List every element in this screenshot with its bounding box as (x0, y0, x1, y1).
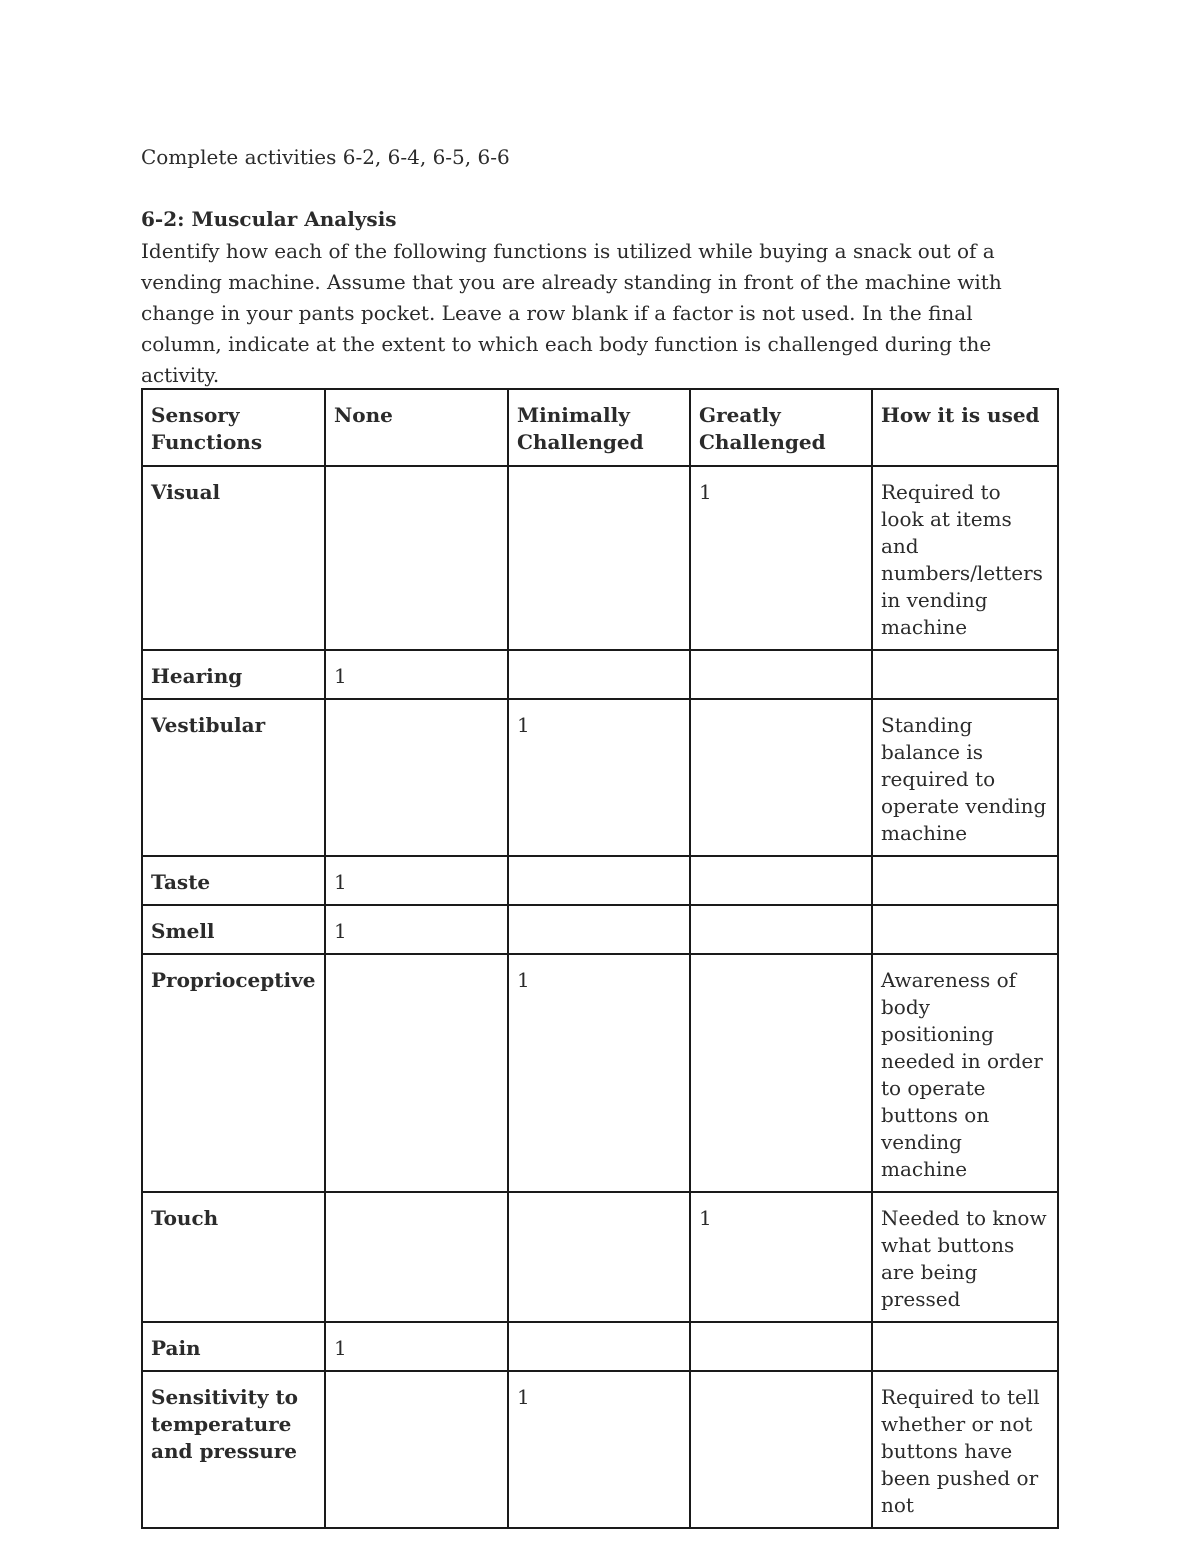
table-row (142, 856, 1058, 905)
cell-minimally (508, 1322, 690, 1371)
header-minimally-challenged: Minimally Challenged (508, 389, 690, 466)
cell-minimally: 1 (508, 699, 690, 856)
row-function: Sensitivity to temperature and pressure (142, 1371, 325, 1528)
cell-how-used: Required to look at items and numbers/letters in vending machine (872, 466, 1058, 650)
cell-none (325, 1192, 508, 1322)
row-function: Touch (142, 1192, 325, 1322)
cell-minimally (508, 905, 690, 954)
intro-line: Complete activities 6-2, 6-4, 6-5, 6-6 (141, 145, 510, 169)
row-function: Hearing (142, 650, 325, 699)
cell-how-used (872, 1322, 1058, 1371)
table-row (142, 1322, 1058, 1371)
table-row (142, 905, 1058, 954)
cell-greatly (690, 1371, 872, 1528)
cell-none (325, 1371, 508, 1528)
cell-minimally (508, 856, 690, 905)
header-none: None (325, 389, 508, 466)
cell-how-used: Needed to know what buttons are being pressed (872, 1192, 1058, 1322)
table-row (142, 1192, 1058, 1322)
row-function: Vestibular (142, 699, 325, 856)
cell-none (325, 466, 508, 650)
header-sensory-functions: Sensory Functions (142, 389, 325, 466)
cell-greatly (690, 905, 872, 954)
table-header-row (142, 389, 1058, 466)
instructions-paragraph: Identify how each of the following functions is utilized while buying a snack out of a vending machine. Assume that you are already standing in front of the machine with change in your pants pocket. Leave a row blank if a factor is not used. In the final column, indicate at the extent to which each body function is challenged during the activity. (141, 239, 1002, 387)
cell-how-used: Awareness of body positioning needed in order to operate buttons on vending machine (872, 954, 1058, 1192)
section-heading: 6-2: Muscular Analysis (141, 207, 397, 231)
cell-how-used (872, 905, 1058, 954)
cell-how-used (872, 856, 1058, 905)
cell-minimally: 1 (508, 1371, 690, 1528)
cell-minimally (508, 650, 690, 699)
sensory-functions-table (141, 388, 1059, 1529)
cell-how-used: Required to tell whether or not buttons have been pushed or not (872, 1371, 1058, 1528)
cell-minimally: 1 (508, 954, 690, 1192)
cell-greatly (690, 856, 872, 905)
cell-none (325, 699, 508, 856)
header-how-it-is-used: How it is used (872, 389, 1058, 466)
cell-greatly (690, 650, 872, 699)
cell-greatly (690, 954, 872, 1192)
table-row (142, 699, 1058, 856)
cell-none (325, 954, 508, 1192)
cell-greatly (690, 1322, 872, 1371)
cell-minimally (508, 1192, 690, 1322)
cell-none: 1 (325, 650, 508, 699)
row-function: Taste (142, 856, 325, 905)
table-row (142, 954, 1058, 1192)
cell-none: 1 (325, 856, 508, 905)
cell-how-used (872, 650, 1058, 699)
table-row (142, 466, 1058, 650)
row-function: Visual (142, 466, 325, 650)
cell-minimally (508, 466, 690, 650)
cell-greatly (690, 699, 872, 856)
cell-none: 1 (325, 905, 508, 954)
row-function: Pain (142, 1322, 325, 1371)
row-function: Proprioceptive (142, 954, 325, 1192)
cell-greatly: 1 (690, 1192, 872, 1322)
cell-none: 1 (325, 1322, 508, 1371)
table-row (142, 1371, 1058, 1528)
table-row (142, 650, 1058, 699)
header-greatly-challenged: Greatly Challenged (690, 389, 872, 466)
cell-greatly: 1 (690, 466, 872, 650)
cell-how-used: Standing balance is required to operate vending machine (872, 699, 1058, 856)
row-function: Smell (142, 905, 325, 954)
